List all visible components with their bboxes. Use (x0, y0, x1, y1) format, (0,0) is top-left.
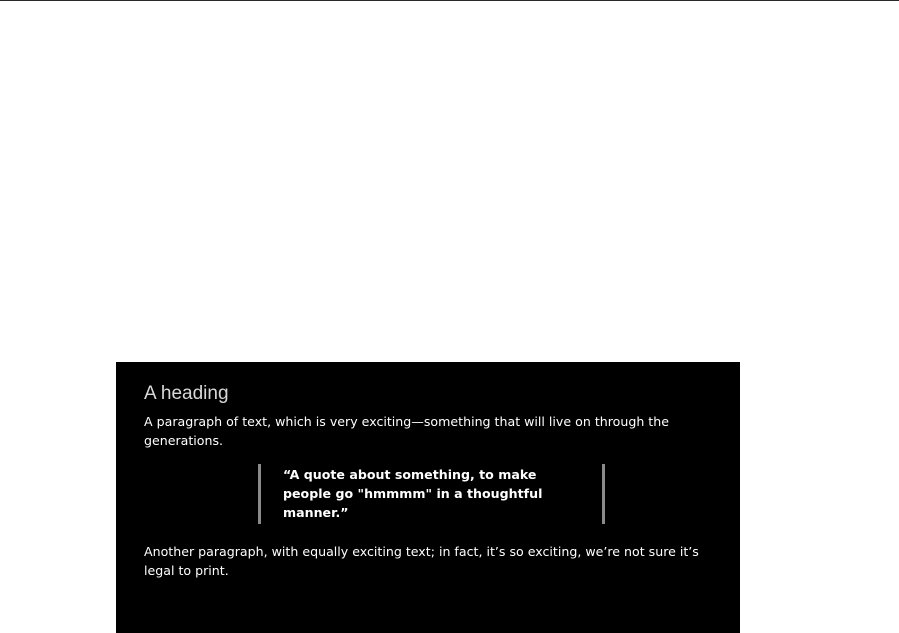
content-panel (116, 362, 740, 633)
paragraph-1: A paragraph of text, which is very exciting—something that will live on through the generations. (144, 414, 669, 448)
heading: A heading (144, 383, 229, 404)
paragraph-2: Another paragraph, with equally exciting text; in fact, it’s so exciting, we’re not sure it’s legal to print. (144, 544, 699, 578)
top-divider (0, 0, 899, 1)
blockquote: “A quote about something, to make people go "hmmmm" in a thoughtful manner.” (258, 464, 605, 524)
